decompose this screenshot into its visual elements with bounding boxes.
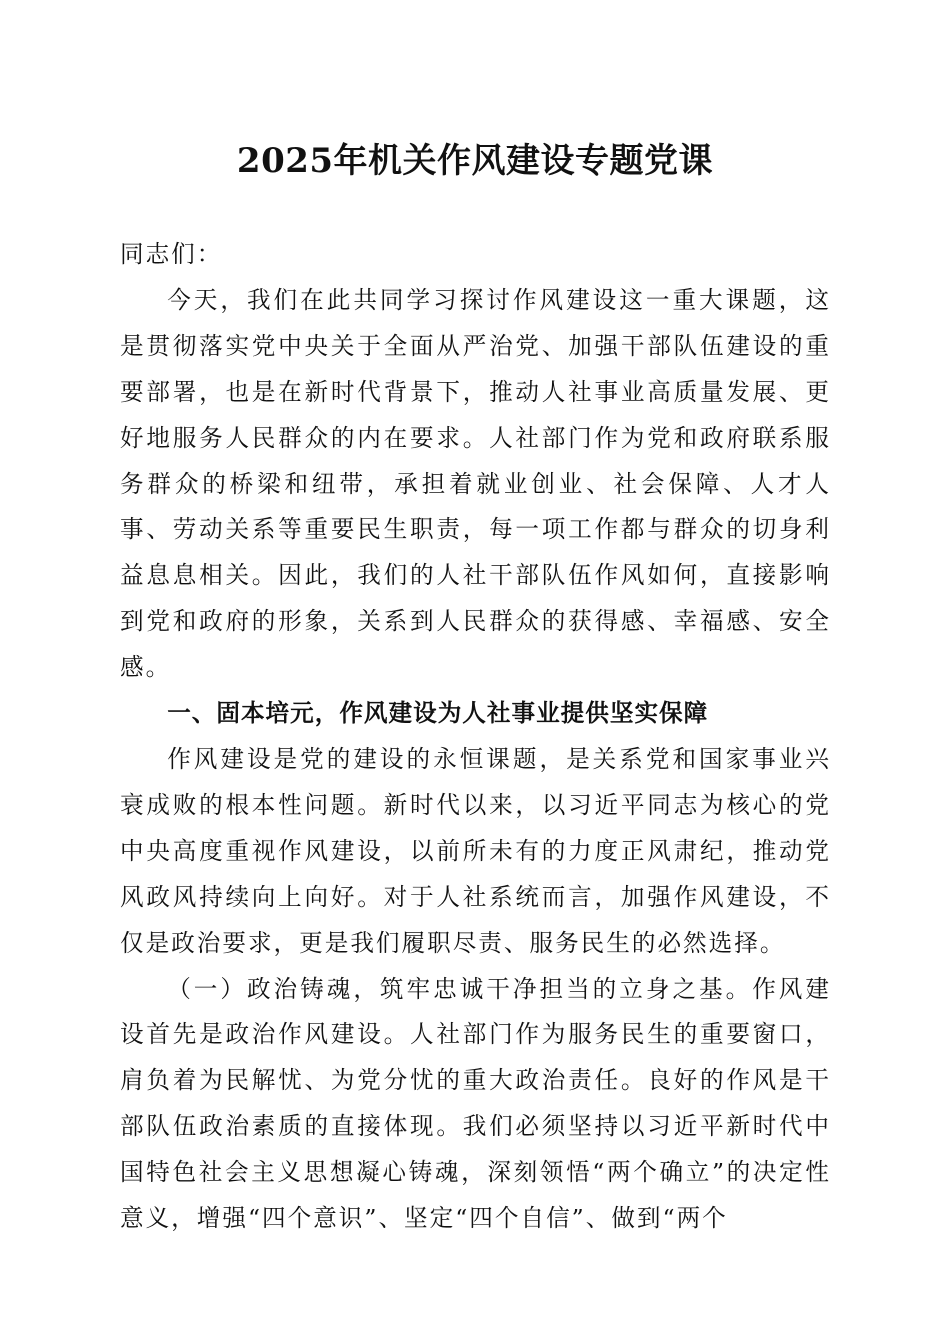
document-title: 2025年机关作风建设专题党课 — [236, 141, 714, 181]
paragraph-intro: 今天，我们在此共同学习探讨作风建设这一重大课题，这是贯彻落实党中央关于全面从严治党、加强干部队伍建设的重要部署，也是在新时代背景下，推动人社事业高质量发展、更好地服务人民群众的内在要求。人社部门作为党和政府联系服务群众的桥梁和纽带，承担着就业创业、社会保障、人才人事、劳动关系等重要民生职责，每一项工作都与群众的切身利益息息相关。因此，我们的人社干部队伍作风如何，直接影响到党和政府的形象，关系到人民群众的获得感、幸福感、安全感。 — [120, 285, 831, 682]
paragraph-section-1: 作风建设是党的建设的永恒课题，是关系党和国家事业兴衰成败的根本性问题。新时代以来，以习近平同志为核心的党中央高度重视作风建设，以前所未有的力度正风肃纪，推动党风政风持续向上向好。对于人社系统而言，加强作风建设，不仅是政治要求，更是我们履职尽责、服务民生的必然选择。 — [120, 744, 831, 957]
section-heading-1: 一、固本培元，作风建设为人社事业提供坚实保障 — [167, 699, 709, 728]
paragraph-subsection-1: （一）政治铸魂，筑牢忠诚干净担当的立身之基。作风建设首先是政治作风建设。人社部门作为服务民生的重要窗口，肩负着为民解忧、为党分忧的重大政治责任。良好的作风是干部队伍政治素质的直接体现。我们必须坚持以习近平新时代中国特色社会主义思想凝心铸魂，深刻领悟“两个确立”的决定性意义，增强“四个意识”、坚定“四个自信”、做到“两个 — [120, 974, 831, 1233]
salutation: 同志们： — [120, 240, 223, 268]
document-body — [120, 232, 831, 1242]
